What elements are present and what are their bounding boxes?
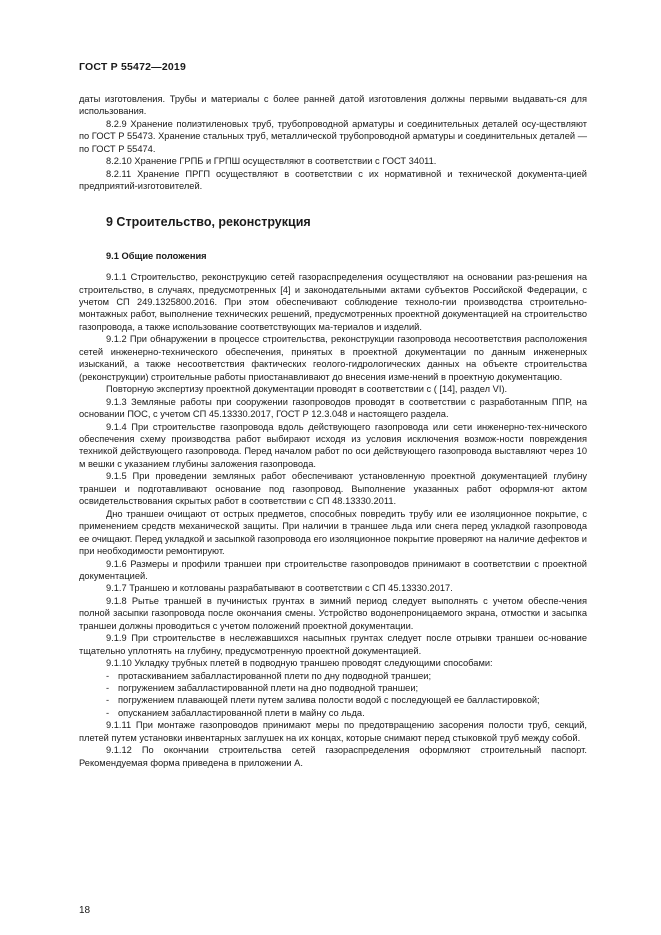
- list-item-text: протаскиванием забалластированной плети по дну подводной траншеи;: [118, 670, 432, 681]
- paragraph: 9.1.8 Рытье траншей в пучинистых грунтах в зимний период следует выполнять с учетом обеспе-чения полной засыпки газопровода после окончания смены. Устройство водонепроницаемого экрана, отмостки и засыпка траншеи должны проводиться с учетом положений проектной документации.: [79, 595, 587, 631]
- paragraph: даты изготовления. Трубы и материалы с более ранней датой изготовления должны первыми выдавать-ся для использования.: [79, 94, 587, 117]
- paragraph: 9.1.7 Траншею и котлованы разрабатывают в соответствии с СП 45.13330.2017.: [106, 583, 453, 594]
- page-number: 18: [79, 905, 91, 916]
- paragraph: 9.1.6 Размеры и профили траншеи при строительстве газопроводов принимают в соответствии с проектной документацией.: [79, 558, 587, 581]
- paragraph: 9.1.4 При строительстве газопровода вдоль действующего газопровода или сети инженерно-тех-нического обеспечения схему производства работ выбирают исходя из условия исключения возмож-ности повреждения техникой действующего газопровода. Перед началом работ по оси действующего газопровода выставляют через 10 м вешки с указанием глубины заложения газопровода.: [79, 421, 587, 469]
- list-item-text: опусканием забалластированной плети в майну со льда.: [118, 707, 365, 718]
- paragraph: 9.1.10 Укладку трубных плетей в подводную траншею проводят следующими способами:: [106, 658, 493, 669]
- list-item: [79, 670, 587, 682]
- body-after-list: [79, 719, 587, 769]
- paragraph: 8.2.9 Хранение полиэтиленовых труб, трубопроводной арматуры и соединительных деталей осу-ществляют по ГОСТ Р 55473. Хранение стальных труб, металлической трубопроводной арматуры и соединительных деталей — по ГОСТ Р 55474.: [79, 118, 587, 154]
- paragraph: 9.1.5 При проведении земляных работ обеспечивают установленную проектной документацией глубину траншеи и подготавливают основание под газопровод. Выполнение указанных работ оформля-ют актом освидетельствования скрытых работ в соответствии с СП 48.13330.2011.: [79, 471, 587, 507]
- paragraph: 9.1.2 При обнаружении в процессе строительства, реконструкции газопровода несоответствия расположения сетей инженерно-технического обеспечения, принятых в проектной документации по данным инженерных изысканий, а также несоответствия фактических геолого-гидрологических данных на объекте строительства (реконструкции) строительные работы приостанавливают до внесения изме-нений в проектную документацию.: [79, 334, 587, 382]
- intro-block: [79, 93, 587, 193]
- paragraph: 9.1.9 При строительстве в неслежавшихся насыпных грунтах следует после отрывки траншеи ос-нование тщательно уплотнять на глубину, предусмотренную проектной документацией.: [79, 633, 587, 656]
- list-item: [79, 694, 587, 706]
- subsection-title: 9.1 Общие положения: [106, 250, 207, 261]
- body-before-list: [79, 271, 587, 670]
- list-item-text: погружением плавающей плети путем залива полости водой с последующей ее балластировкой;: [118, 695, 540, 706]
- paragraph: 8.2.10 Хранение ГРПБ и ГРПШ осуществляют в соответствии с ГОСТ 34011.: [106, 156, 437, 167]
- list-marker: -: [106, 670, 110, 681]
- paragraph: 9.1.12 По окончании строительства сетей газораспределения оформляют строительный паспорт. Рекомендуемая форма приведена в приложении А.: [79, 745, 587, 768]
- list-marker: -: [106, 707, 110, 718]
- list-marker: -: [106, 695, 110, 706]
- document-header: ГОСТ Р 55472—2019: [79, 61, 187, 73]
- paragraph: 9.1.3 Земляные работы при сооружении газопроводов проводят в соответствии с разработанным ППР, на основании ПОС, с учетом СП 45.13330.2017, ГОСТ Р 12.3.048 и настоящего раздела.: [79, 396, 587, 420]
- list-marker: -: [106, 683, 110, 694]
- list-item-text: погружением забалластированной плети на дно подводной траншеи;: [118, 683, 419, 694]
- page-content: [79, 93, 587, 769]
- paragraph: 9.1.1 Строительство, реконструкцию сетей газораспределения осуществляют на основании раз-решения на строительство, в случаях, предусмотренных [4] и законодательными актами субъектов Российской Федерации, с учетом СП 249.1325800.2016. При этом обеспечивают соблюдение техноло-гии производства строительно-монтажных работ, выполнение технических решений, предусмотренных проектной документацией на строительство газопровода, а также использование соответствующих ма-териалов и изделий.: [79, 272, 587, 332]
- method-list: [79, 670, 587, 720]
- section-title: 9 Строительство, реконструкция: [106, 214, 311, 229]
- paragraph: Повторную экспертизу проектной документации проводят в соответствии с ( [14], раздел VI).: [106, 384, 508, 395]
- paragraph: 9.1.11 При монтаже газопроводов принимают меры по предотвращению засорения полости труб, секций, плетей путем установки инвентарных заглушек на их концах, которые снимают перед стыковкой труб между собой.: [79, 720, 587, 743]
- paragraph: 8.2.11 Хранение ПРГП осуществляют в соответствии с их нормативной и технической документа-цией предприятий-изготовителей.: [79, 168, 587, 192]
- list-item: [79, 707, 587, 719]
- list-item: [79, 682, 587, 694]
- paragraph: Дно траншеи очищают от острых предметов, способных повредить трубу или ее изоляционное покрытие, с применением средств механической защиты. При наличии в траншее льда или снега перед укладкой газопровода ее очищают. Перед укладкой и засыпкой газопровода его изоляционное покрытие проверяют на наличие дефектов и при необходимости ремонтируют.: [79, 508, 587, 557]
